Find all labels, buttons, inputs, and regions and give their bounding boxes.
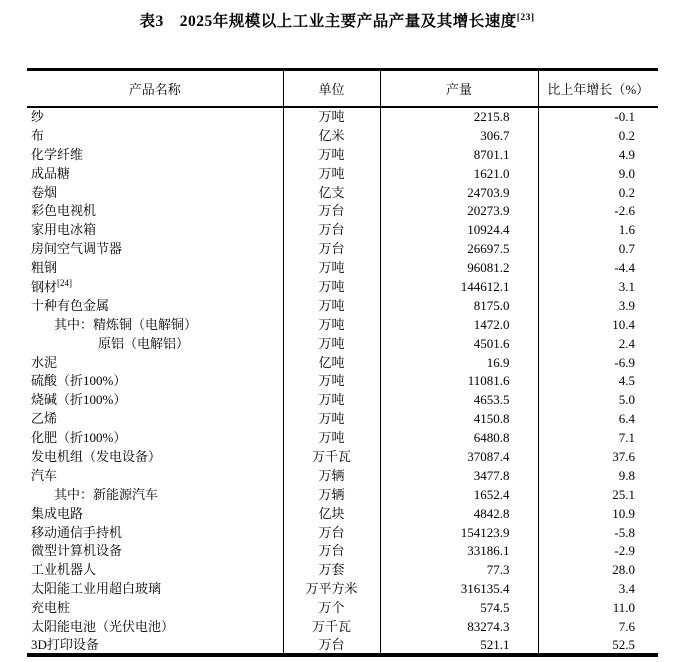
product-name-cell: 微型计算机设备 [31, 543, 123, 559]
unit-cell: 万台 [283, 636, 380, 655]
output-value-cell: 20273.9 [380, 201, 538, 220]
growth-value-cell: 6.4 [538, 409, 658, 428]
unit-cell: 万台 [283, 239, 380, 258]
growth-value-cell: 28.0 [538, 560, 658, 579]
growth-value-cell: 10.9 [538, 504, 658, 523]
product-name-cell: 化学纤维 [31, 146, 84, 162]
growth-value-cell: -0.1 [538, 107, 658, 126]
product-name-cell: 水泥 [31, 354, 58, 370]
output-value-cell: 16.9 [380, 353, 538, 372]
product-name-cell: 太阳能电池（光伏电池） [31, 618, 175, 634]
growth-value-cell: -2.9 [538, 541, 658, 560]
industrial-products-table [27, 68, 658, 657]
growth-value-cell: 7.6 [538, 617, 658, 636]
growth-value-cell: 2.4 [538, 334, 658, 353]
output-value-cell: 574.5 [380, 598, 538, 617]
growth-value-cell: 4.5 [538, 371, 658, 390]
table-row [27, 277, 658, 296]
unit-cell: 万吨 [283, 258, 380, 277]
growth-value-cell: -6.9 [538, 353, 658, 372]
unit-cell: 万吨 [283, 428, 380, 447]
product-name-cell: 移动通信手持机 [31, 524, 123, 540]
product-name-cell: 太阳能工业用超白玻璃 [31, 581, 162, 597]
unit-cell: 万吨 [283, 315, 380, 334]
product-name-cell: 3D打印设备 [31, 636, 99, 652]
product-name-cell: 布 [31, 127, 45, 143]
growth-value-cell: 10.4 [538, 315, 658, 334]
col-header-growth: 比上年增长（%） [538, 70, 658, 108]
growth-value-cell: 1.6 [538, 220, 658, 239]
product-name-cell: 钢材[24] [31, 278, 73, 295]
table-row [27, 353, 658, 372]
table-row [27, 296, 658, 315]
output-value-cell: 4653.5 [380, 390, 538, 409]
unit-cell: 万吨 [283, 277, 380, 296]
table-row [27, 239, 658, 258]
output-value-cell: 83274.3 [380, 617, 538, 636]
unit-cell: 万吨 [283, 390, 380, 409]
product-name-cell: 十种有色金属 [31, 297, 110, 313]
output-value-cell: 1621.0 [380, 164, 538, 183]
product-name-cell: 卷烟 [31, 184, 58, 200]
growth-value-cell: 3.9 [538, 296, 658, 315]
product-name-cell: 化肥（折100%） [31, 430, 127, 446]
product-name-cell: 纱 [31, 109, 45, 125]
product-name-cell: 充电桩 [31, 600, 71, 616]
growth-value-cell: 7.1 [538, 428, 658, 447]
growth-value-cell: 11.0 [538, 598, 658, 617]
unit-cell: 万平方米 [283, 579, 380, 598]
unit-cell: 万千瓦 [283, 447, 380, 466]
unit-cell: 亿块 [283, 504, 380, 523]
table-row [27, 466, 658, 485]
unit-cell: 万辆 [283, 466, 380, 485]
growth-value-cell: 5.0 [538, 390, 658, 409]
table-row [27, 485, 658, 504]
growth-value-cell: -5.8 [538, 523, 658, 542]
output-value-cell: 96081.2 [380, 258, 538, 277]
unit-cell: 万台 [283, 201, 380, 220]
product-name-cell: 硫酸（折100%） [31, 373, 127, 389]
table-row [27, 409, 658, 428]
table-row [27, 579, 658, 598]
growth-value-cell: -4.4 [538, 258, 658, 277]
table-row [27, 598, 658, 617]
table-row [27, 541, 658, 560]
unit-cell: 亿支 [283, 183, 380, 202]
table-row [27, 504, 658, 523]
product-name-cell: 家用电冰箱 [31, 222, 97, 238]
table-row [27, 428, 658, 447]
output-value-cell: 24703.9 [380, 183, 538, 202]
table-title-text: 表3 2025年规模以上工业主要产品产量及其增长速度 [139, 13, 517, 30]
unit-cell: 万吨 [283, 107, 380, 126]
unit-cell: 万台 [283, 220, 380, 239]
table-title [0, 0, 674, 31]
table-row [27, 220, 658, 239]
growth-value-cell: 9.8 [538, 466, 658, 485]
growth-value-cell: 0.2 [538, 126, 658, 145]
unit-cell: 万个 [283, 598, 380, 617]
output-value-cell: 77.3 [380, 560, 538, 579]
product-name-cell: 其中：精炼铜（电解铜） [54, 316, 198, 332]
growth-value-cell: 37.6 [538, 447, 658, 466]
output-value-cell: 2215.8 [380, 107, 538, 126]
unit-cell: 万千瓦 [283, 617, 380, 636]
table-row [27, 315, 658, 334]
output-value-cell: 3477.8 [380, 466, 538, 485]
output-value-cell: 521.1 [380, 636, 538, 655]
output-value-cell: 11081.6 [380, 371, 538, 390]
output-value-cell: 8701.1 [380, 145, 538, 164]
product-name-cell: 工业机器人 [31, 562, 97, 578]
table-row [27, 560, 658, 579]
output-value-cell: 4150.8 [380, 409, 538, 428]
product-name-cell: 原铝（电解铝） [98, 335, 190, 351]
unit-cell: 亿米 [283, 126, 380, 145]
col-header-unit: 单位 [283, 70, 380, 108]
unit-cell: 万吨 [283, 296, 380, 315]
table-body [27, 107, 658, 655]
output-value-cell: 8175.0 [380, 296, 538, 315]
table-row [27, 201, 658, 220]
unit-cell: 万吨 [283, 371, 380, 390]
output-value-cell: 1472.0 [380, 315, 538, 334]
output-value-cell: 33186.1 [380, 541, 538, 560]
output-value-cell: 26697.5 [380, 239, 538, 258]
growth-value-cell: 4.9 [538, 145, 658, 164]
table-title-footnote-ref: [23] [516, 12, 535, 23]
growth-value-cell: 3.4 [538, 579, 658, 598]
unit-cell: 万台 [283, 541, 380, 560]
growth-value-cell: 3.1 [538, 277, 658, 296]
output-value-cell: 144612.1 [380, 277, 538, 296]
table-row [27, 126, 658, 145]
product-name-cell: 烧碱（折100%） [31, 392, 127, 408]
output-value-cell: 10924.4 [380, 220, 538, 239]
output-value-cell: 1652.4 [380, 485, 538, 504]
unit-cell: 万吨 [283, 145, 380, 164]
product-name-cell: 汽车 [31, 467, 58, 483]
output-value-cell: 6480.8 [380, 428, 538, 447]
unit-cell: 万吨 [283, 164, 380, 183]
product-name-cell: 粗钢 [31, 260, 58, 276]
unit-cell: 万吨 [283, 334, 380, 353]
product-name-cell: 彩色电视机 [31, 203, 97, 219]
growth-value-cell: 25.1 [538, 485, 658, 504]
header-row [27, 70, 658, 108]
product-name-cell: 其中：新能源汽车 [54, 486, 159, 502]
product-name-cell: 房间空气调节器 [31, 241, 123, 257]
table-row [27, 183, 658, 202]
table-row [27, 636, 658, 655]
unit-cell: 亿吨 [283, 353, 380, 372]
product-name-cell: 发电机组（发电设备） [31, 448, 162, 464]
table-row [27, 334, 658, 353]
output-value-cell: 4842.8 [380, 504, 538, 523]
output-value-cell: 4501.6 [380, 334, 538, 353]
footnote-ref: [24] [57, 278, 73, 289]
growth-value-cell: 0.7 [538, 239, 658, 258]
product-name-cell: 乙烯 [31, 411, 58, 427]
table-row [27, 164, 658, 183]
growth-value-cell: 52.5 [538, 636, 658, 655]
output-value-cell: 316135.4 [380, 579, 538, 598]
growth-value-cell: -2.6 [538, 201, 658, 220]
unit-cell: 万辆 [283, 485, 380, 504]
growth-value-cell: 9.0 [538, 164, 658, 183]
table-row [27, 523, 658, 542]
unit-cell: 万台 [283, 523, 380, 542]
table-row [27, 107, 658, 126]
output-value-cell: 37087.4 [380, 447, 538, 466]
col-header-product-name: 产品名称 [27, 70, 283, 108]
output-value-cell: 154123.9 [380, 523, 538, 542]
table-row [27, 258, 658, 277]
unit-cell: 万吨 [283, 409, 380, 428]
product-name-cell: 成品糖 [31, 165, 71, 181]
table-row [27, 390, 658, 409]
growth-value-cell: 0.2 [538, 183, 658, 202]
table-row [27, 371, 658, 390]
table-row [27, 447, 658, 466]
product-name-cell: 集成电路 [31, 505, 84, 521]
table-row [27, 617, 658, 636]
unit-cell: 万套 [283, 560, 380, 579]
output-value-cell: 306.7 [380, 126, 538, 145]
table-row [27, 145, 658, 164]
col-header-output: 产量 [380, 70, 538, 108]
